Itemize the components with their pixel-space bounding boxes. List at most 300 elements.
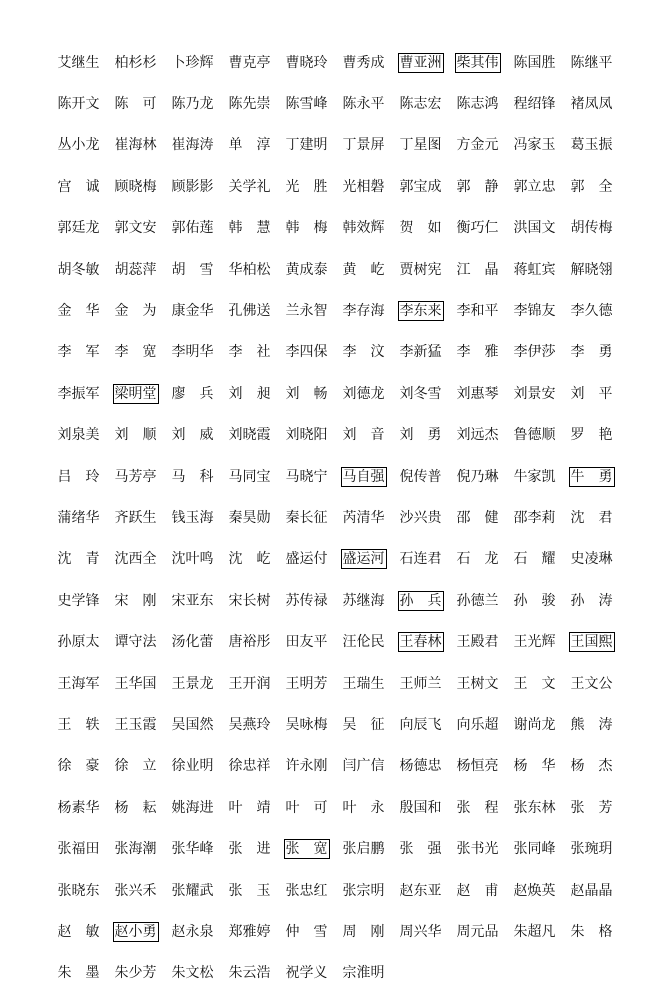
name-cell	[164, 923, 221, 941]
name-text: 杨 杰	[570, 758, 613, 775]
name-cell	[392, 136, 449, 154]
name-cell	[335, 923, 392, 941]
name-cell	[107, 550, 164, 568]
name-text: 宗淮明	[342, 965, 385, 982]
name-text: 李振军	[57, 385, 100, 402]
name-text: 王 轶	[57, 716, 100, 733]
name-cell	[563, 799, 620, 817]
name-text: 殷国和	[399, 799, 442, 816]
name-text: 沈 青	[57, 551, 100, 568]
name-text: 张晓东	[57, 882, 100, 899]
name-text: 刘景安	[513, 385, 556, 402]
name-cell	[221, 757, 278, 775]
name-cell	[164, 716, 221, 734]
name-cell	[278, 343, 335, 361]
name-text: 李存海	[342, 303, 385, 320]
name-cell	[107, 468, 164, 486]
name-text: 康金华	[171, 303, 214, 320]
name-text: 陈志宏	[399, 96, 442, 113]
name-text: 朱文松	[171, 965, 214, 982]
name-row	[50, 911, 620, 952]
name-text: 叶 可	[285, 799, 328, 816]
name-text: 唐裕彤	[228, 634, 271, 651]
name-row	[50, 456, 620, 497]
name-cell	[563, 95, 620, 113]
name-row	[50, 539, 620, 580]
name-text: 张东林	[513, 799, 556, 816]
name-text: 王开润	[228, 675, 271, 692]
name-text: 李伊莎	[513, 344, 556, 361]
name-text: 曹克亭	[228, 54, 271, 71]
name-text: 陈 可	[114, 96, 157, 113]
name-text: 张 宽	[285, 841, 328, 858]
name-cell	[164, 178, 221, 196]
name-cell-boxed	[392, 632, 449, 652]
name-text: 石 龙	[456, 551, 499, 568]
name-text: 衡巧仁	[456, 220, 499, 237]
name-text: 丛小龙	[57, 137, 100, 154]
name-text: 王 文	[513, 675, 556, 692]
name-cell	[563, 923, 620, 941]
name-cell	[563, 136, 620, 154]
name-text: 刘惠琴	[456, 385, 499, 402]
name-cell	[107, 799, 164, 817]
name-text: 徐忠祥	[228, 758, 271, 775]
name-cell	[107, 882, 164, 900]
name-text: 张琬玥	[570, 841, 613, 858]
name-cell	[563, 426, 620, 444]
name-text: 张 强	[399, 841, 442, 858]
name-cell	[563, 882, 620, 900]
name-cell	[449, 509, 506, 527]
name-text: 韩 慧	[228, 220, 271, 237]
name-text: 胡 雪	[171, 261, 214, 278]
name-text: 兰永智	[285, 303, 328, 320]
name-cell	[278, 178, 335, 196]
name-text: 曹晓玲	[285, 54, 328, 71]
name-cell-boxed	[563, 632, 620, 652]
name-text: 杨 华	[513, 758, 556, 775]
name-text: 李 勇	[570, 344, 613, 361]
name-text: 赵东亚	[399, 882, 442, 899]
name-text: 关学礼	[228, 178, 271, 195]
name-cell	[164, 426, 221, 444]
name-cell	[392, 882, 449, 900]
name-text: 徐 豪	[57, 758, 100, 775]
name-text: 赵晶晶	[570, 882, 613, 899]
name-cell	[506, 675, 563, 693]
name-cell	[449, 136, 506, 154]
name-cell	[335, 509, 392, 527]
name-cell	[107, 302, 164, 320]
name-text: 孙原太	[57, 634, 100, 651]
name-cell-boxed	[335, 549, 392, 569]
name-cell	[392, 799, 449, 817]
name-cell	[335, 136, 392, 154]
name-text: 刘晓阳	[285, 427, 328, 444]
name-text: 廖 兵	[171, 385, 214, 402]
name-cell-boxed	[449, 53, 506, 73]
name-cell	[506, 592, 563, 610]
name-cell	[221, 54, 278, 72]
name-cell	[164, 509, 221, 527]
name-cell	[50, 882, 107, 900]
name-cell	[506, 385, 563, 403]
name-cell	[335, 964, 392, 982]
name-text: 黄成泰	[285, 261, 328, 278]
name-cell	[392, 757, 449, 775]
name-text: 顾晓梅	[114, 178, 157, 195]
name-cell	[335, 219, 392, 237]
name-cell	[107, 633, 164, 651]
name-row	[50, 497, 620, 538]
name-cell	[506, 343, 563, 361]
name-cell	[164, 964, 221, 982]
name-text: 艾继生	[57, 54, 100, 71]
name-cell	[449, 261, 506, 279]
name-text: 赵小勇	[114, 923, 157, 940]
name-text: 姚海进	[171, 799, 214, 816]
name-cell	[107, 54, 164, 72]
name-cell-boxed	[392, 591, 449, 611]
name-text: 王师兰	[399, 675, 442, 692]
name-row	[50, 828, 620, 869]
name-cell	[335, 343, 392, 361]
name-cell	[506, 136, 563, 154]
name-text: 盛运河	[342, 551, 385, 568]
name-text: 李久德	[570, 303, 613, 320]
name-cell	[449, 550, 506, 568]
name-cell	[50, 509, 107, 527]
name-text: 邵李莉	[513, 509, 556, 526]
name-cell	[392, 675, 449, 693]
name-text: 崔海涛	[171, 137, 214, 154]
name-text: 赵 敏	[57, 923, 100, 940]
name-text: 闫广信	[342, 758, 385, 775]
name-cell	[164, 799, 221, 817]
name-text: 陈开文	[57, 96, 100, 113]
name-cell	[50, 136, 107, 154]
name-cell	[506, 799, 563, 817]
name-text: 王海军	[57, 675, 100, 692]
name-text: 李锦友	[513, 303, 556, 320]
name-text: 王玉霞	[114, 716, 157, 733]
name-row	[50, 953, 620, 994]
name-text: 吕 玲	[57, 468, 100, 485]
name-row	[50, 290, 620, 331]
name-text: 谢尚龙	[513, 716, 556, 733]
name-cell	[107, 509, 164, 527]
name-cell	[221, 840, 278, 858]
name-text: 宋长树	[228, 592, 271, 609]
name-text: 江 晶	[456, 261, 499, 278]
name-cell	[221, 509, 278, 527]
name-cell	[164, 261, 221, 279]
name-cell	[392, 468, 449, 486]
name-cell	[392, 261, 449, 279]
name-text: 马晓宁	[285, 468, 328, 485]
name-cell	[164, 385, 221, 403]
name-text: 吴 征	[342, 716, 385, 733]
name-cell-boxed	[107, 922, 164, 942]
name-cell	[221, 882, 278, 900]
name-cell	[392, 509, 449, 527]
name-text: 王光辉	[513, 634, 556, 651]
name-text: 沈叶鸣	[171, 551, 214, 568]
name-cell	[221, 178, 278, 196]
name-text: 邵 健	[456, 509, 499, 526]
name-cell	[221, 468, 278, 486]
name-cell	[221, 426, 278, 444]
name-text: 郭 静	[456, 178, 499, 195]
name-text: 朱 墨	[57, 965, 100, 982]
name-cell	[107, 219, 164, 237]
name-text: 祝学义	[285, 965, 328, 982]
name-text: 刘远杰	[456, 427, 499, 444]
name-cell	[50, 675, 107, 693]
name-text: 曹亚洲	[399, 54, 442, 71]
name-text: 程绍锋	[513, 96, 556, 113]
name-cell	[506, 840, 563, 858]
name-text: 张同峰	[513, 841, 556, 858]
name-text: 张书光	[456, 841, 499, 858]
name-text: 孙 涛	[570, 592, 613, 609]
name-cell	[50, 964, 107, 982]
name-cell	[278, 426, 335, 444]
name-cell	[107, 343, 164, 361]
name-cell	[449, 799, 506, 817]
name-cell	[107, 136, 164, 154]
name-text: 芮清华	[342, 509, 385, 526]
name-text: 李四保	[285, 344, 328, 361]
name-cell	[278, 923, 335, 941]
name-text: 葛玉振	[570, 137, 613, 154]
name-cell	[449, 95, 506, 113]
name-text: 石连君	[399, 551, 442, 568]
name-text: 贾树宪	[399, 261, 442, 278]
name-row	[50, 373, 620, 414]
name-text: 胡冬敏	[57, 261, 100, 278]
name-cell	[278, 302, 335, 320]
name-row	[50, 208, 620, 249]
name-cell	[335, 385, 392, 403]
name-cell	[335, 799, 392, 817]
name-text: 孔佛送	[228, 303, 271, 320]
name-cell	[107, 964, 164, 982]
name-text: 陈雪峰	[285, 96, 328, 113]
name-text: 柴其伟	[456, 54, 499, 71]
name-cell	[107, 426, 164, 444]
name-text: 杨素华	[57, 799, 100, 816]
name-text: 朱云浩	[228, 965, 271, 982]
name-cell	[449, 592, 506, 610]
name-text: 牛家凯	[513, 468, 556, 485]
name-cell	[335, 633, 392, 651]
name-cell	[278, 219, 335, 237]
name-cell	[563, 178, 620, 196]
name-cell	[563, 343, 620, 361]
name-text: 刘 音	[342, 427, 385, 444]
name-cell	[335, 54, 392, 72]
name-cell	[506, 54, 563, 72]
name-text: 王文公	[570, 675, 613, 692]
name-cell	[107, 675, 164, 693]
name-text: 张 进	[228, 841, 271, 858]
name-cell	[506, 550, 563, 568]
name-text: 单 淳	[228, 137, 271, 154]
name-cell	[449, 840, 506, 858]
name-text: 陈乃龙	[171, 96, 214, 113]
name-text: 陈志鸿	[456, 96, 499, 113]
name-cell	[107, 716, 164, 734]
name-cell	[449, 633, 506, 651]
name-cell	[335, 95, 392, 113]
name-cell	[506, 468, 563, 486]
name-text: 吴国然	[171, 716, 214, 733]
name-text: 鲁德顺	[513, 427, 556, 444]
name-text: 罗 艳	[570, 427, 613, 444]
name-cell	[449, 675, 506, 693]
name-cell	[563, 302, 620, 320]
name-text: 石 耀	[513, 551, 556, 568]
name-cell	[221, 302, 278, 320]
name-text: 王树文	[456, 675, 499, 692]
name-text: 徐业明	[171, 758, 214, 775]
name-cell	[449, 302, 506, 320]
name-cell	[335, 757, 392, 775]
name-cell	[278, 385, 335, 403]
name-cell	[506, 757, 563, 775]
name-cell-boxed	[392, 53, 449, 73]
name-cell	[506, 219, 563, 237]
name-cell	[221, 923, 278, 941]
name-text: 刘 顺	[114, 427, 157, 444]
name-cell	[221, 716, 278, 734]
name-text: 郭文安	[114, 220, 157, 237]
name-cell	[392, 716, 449, 734]
name-cell	[221, 219, 278, 237]
name-text: 许永刚	[285, 758, 328, 775]
name-row	[50, 83, 620, 124]
name-cell	[50, 592, 107, 610]
name-text: 方金元	[456, 137, 499, 154]
name-cell	[221, 343, 278, 361]
name-cell	[164, 219, 221, 237]
name-cell	[506, 261, 563, 279]
name-text: 柏杉杉	[114, 54, 157, 71]
name-cell	[221, 633, 278, 651]
name-cell	[50, 923, 107, 941]
name-text: 解晓翎	[570, 261, 613, 278]
name-text: 李东来	[399, 303, 442, 320]
name-text: 向辰飞	[399, 716, 442, 733]
name-row	[50, 415, 620, 456]
name-text: 朱超凡	[513, 923, 556, 940]
name-text: 刘 畅	[285, 385, 328, 402]
name-cell	[164, 95, 221, 113]
name-text: 沙兴贵	[399, 509, 442, 526]
name-cell	[107, 178, 164, 196]
name-text: 冯家玉	[513, 137, 556, 154]
name-text: 田友平	[285, 634, 328, 651]
name-text: 韩效辉	[342, 220, 385, 237]
name-text: 李 军	[57, 344, 100, 361]
name-cell	[392, 343, 449, 361]
name-row	[50, 580, 620, 621]
name-cell	[107, 261, 164, 279]
name-text: 宋亚东	[171, 592, 214, 609]
name-text: 刘 威	[171, 427, 214, 444]
name-text: 陈永平	[342, 96, 385, 113]
name-cell	[107, 757, 164, 775]
name-cell	[335, 261, 392, 279]
name-text: 李 雅	[456, 344, 499, 361]
name-text: 贺 如	[399, 220, 442, 237]
name-cell	[164, 54, 221, 72]
name-text: 金 华	[57, 303, 100, 320]
name-text: 刘晓霞	[228, 427, 271, 444]
name-text: 史学锋	[57, 592, 100, 609]
name-cell	[164, 633, 221, 651]
name-cell	[335, 178, 392, 196]
name-text: 胡传梅	[570, 220, 613, 237]
name-row	[50, 166, 620, 207]
name-text: 张福田	[57, 841, 100, 858]
name-text: 仲 雪	[285, 923, 328, 940]
name-cell	[506, 882, 563, 900]
name-text: 光 胜	[285, 178, 328, 195]
name-cell	[335, 716, 392, 734]
name-row	[50, 663, 620, 704]
name-text: 苏继海	[342, 592, 385, 609]
name-text: 陈先崇	[228, 96, 271, 113]
name-text: 刘德龙	[342, 385, 385, 402]
name-cell	[335, 840, 392, 858]
name-text: 李新猛	[399, 344, 442, 361]
name-cell	[50, 261, 107, 279]
name-cell	[164, 302, 221, 320]
name-text: 刘泉美	[57, 427, 100, 444]
name-cell	[506, 426, 563, 444]
name-text: 杨德忠	[399, 758, 442, 775]
name-cell	[278, 964, 335, 982]
name-cell	[107, 840, 164, 858]
name-text: 周兴华	[399, 923, 442, 940]
name-text: 牛 勇	[570, 468, 613, 485]
name-cell	[506, 95, 563, 113]
name-text: 李 汶	[342, 344, 385, 361]
name-text: 郭廷龙	[57, 220, 100, 237]
name-text: 盛运付	[285, 551, 328, 568]
name-cell	[164, 468, 221, 486]
name-cell	[278, 550, 335, 568]
name-text: 倪传普	[399, 468, 442, 485]
name-cell-boxed	[335, 467, 392, 487]
name-text: 王国熙	[570, 634, 613, 651]
name-cell	[506, 178, 563, 196]
name-cell	[50, 219, 107, 237]
name-text: 沈 屹	[228, 551, 271, 568]
name-text: 叶 永	[342, 799, 385, 816]
name-cell	[50, 468, 107, 486]
name-cell	[278, 136, 335, 154]
name-cell	[563, 757, 620, 775]
name-cell	[563, 716, 620, 734]
name-cell	[563, 550, 620, 568]
name-cell	[449, 426, 506, 444]
name-cell	[50, 178, 107, 196]
name-cell	[278, 95, 335, 113]
